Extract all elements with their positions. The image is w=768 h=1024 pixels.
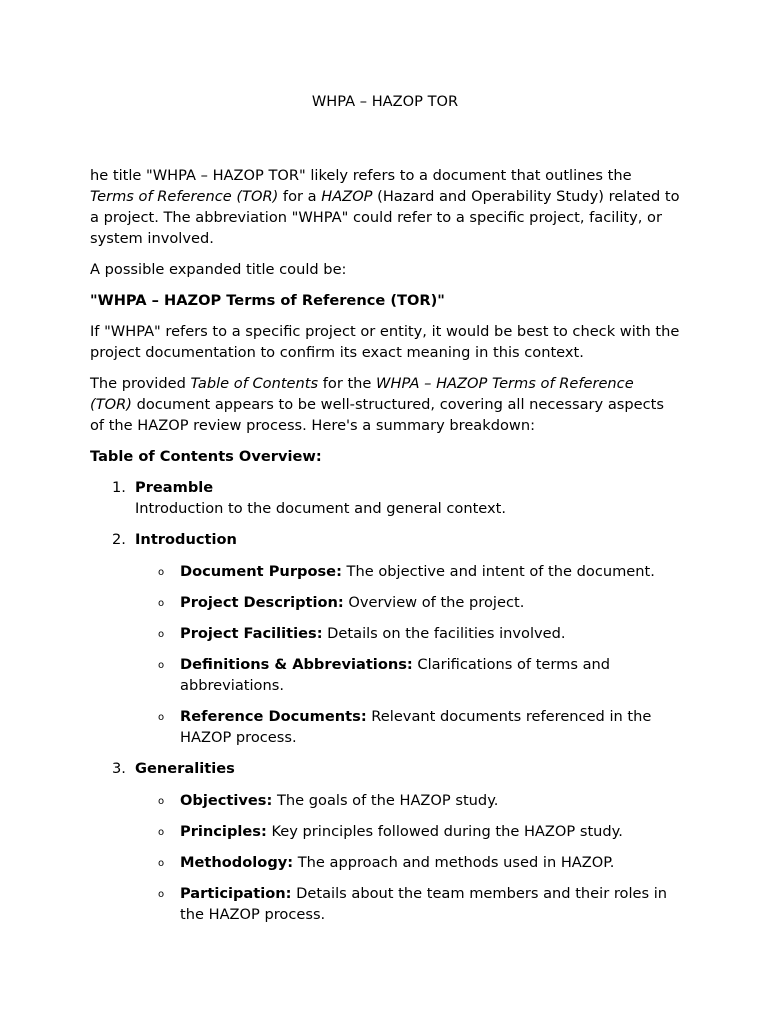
bullet-marker: o [158, 712, 165, 723]
list-item [135, 821, 680, 842]
item-label: Project Description: [180, 594, 344, 611]
item-text: Clarifications of terms and abbreviations. [180, 656, 611, 694]
section-description: Introduction to the document and general context. [135, 500, 507, 517]
list-item [135, 790, 680, 811]
subsection-list [135, 790, 680, 925]
document-page [90, 91, 680, 935]
bullet-marker: o [158, 567, 165, 578]
bullet-marker: o [158, 889, 165, 900]
intro-text-1: he title "WHPA – HAZOP TOR" likely refers to a document that outlines the [90, 167, 632, 184]
whpa-note-paragraph: If "WHPA" refers to a specific project or entity, it would be best to check with the project documentation to confirm its exact meaning in this context. [90, 323, 680, 361]
item-text: Overview of the project. [343, 594, 525, 611]
bullet-marker: o [158, 796, 165, 807]
intro-emphasis-tor: Terms of Reference (TOR) [90, 188, 279, 205]
intro-emphasis-hazop: HAZOP [321, 188, 373, 205]
bullet-marker: o [158, 858, 165, 869]
list-item [135, 883, 680, 925]
intro-text-2: for a [278, 188, 322, 205]
document-body [90, 165, 680, 925]
section-number: 1. [112, 479, 126, 496]
section-title: Introduction [135, 531, 237, 548]
list-item [135, 852, 680, 873]
toc-section-generalities [90, 758, 680, 925]
bullet-marker: o [158, 598, 165, 609]
expanded-title-text: "WHPA – HAZOP Terms of Reference (TOR)" [90, 292, 445, 309]
toc-list [90, 477, 680, 925]
bullet-marker: o [158, 827, 165, 838]
expanded-title-intro: A possible expanded title could be: [90, 261, 347, 278]
item-label: Methodology: [180, 854, 294, 871]
item-text: Relevant documents referenced in the HAZOP process. [180, 708, 652, 746]
list-item [135, 623, 680, 644]
item-label: Principles: [180, 823, 267, 840]
bullet-marker: o [158, 660, 165, 671]
item-text: Details about the team members and their roles in the HAZOP process. [180, 885, 668, 923]
section-number: 2. [112, 531, 126, 548]
item-label: Objectives: [180, 792, 273, 809]
item-label: Participation: [180, 885, 292, 902]
document-title: WHPA – HAZOP TOR [311, 93, 459, 110]
toc-summary-paragraph [90, 373, 680, 436]
item-text: The goals of the HAZOP study. [272, 792, 499, 809]
toc-summary-text-2: for the [318, 375, 377, 392]
subsection-list [135, 561, 680, 748]
expanded-title [90, 290, 680, 311]
list-item [135, 592, 680, 613]
toc-heading [90, 446, 680, 467]
item-text: Details on the facilities involved. [322, 625, 566, 642]
toc-heading-text: Table of Contents Overview: [90, 448, 322, 465]
item-label: Definitions & Abbreviations: [180, 656, 413, 673]
list-item [135, 654, 680, 696]
toc-section-preamble [90, 477, 680, 519]
section-title: Generalities [135, 760, 235, 777]
list-item [135, 706, 680, 748]
toc-section-introduction [90, 529, 680, 748]
item-label: Project Facilities: [180, 625, 323, 642]
intro-paragraph [90, 165, 680, 249]
toc-summary-emphasis-2: WHPA – HAZOP Terms of Reference (TOR) [90, 375, 634, 413]
intro-text-3: (Hazard and Operability Study) related to a project. The abbreviation "WHPA" could refer to a specific project, facility, or system involved. [90, 188, 680, 247]
item-label: Document Purpose: [180, 563, 342, 580]
item-label: Reference Documents: [180, 708, 367, 725]
item-text: Key principles followed during the HAZOP study. [266, 823, 623, 840]
item-text: The approach and methods used in HAZOP. [293, 854, 615, 871]
section-title: Preamble [135, 479, 214, 496]
bullet-marker: o [158, 629, 165, 640]
item-text: The objective and intent of the document. [341, 563, 655, 580]
section-number: 3. [112, 760, 126, 777]
list-item [135, 561, 680, 582]
toc-summary-emphasis-1: Table of Contents [190, 375, 319, 392]
toc-summary-text-1: The provided [90, 375, 191, 392]
toc-summary-text-3: document appears to be well-structured, covering all necessary aspects of the HAZOP review process. Here's a summary breakdown: [90, 396, 664, 434]
